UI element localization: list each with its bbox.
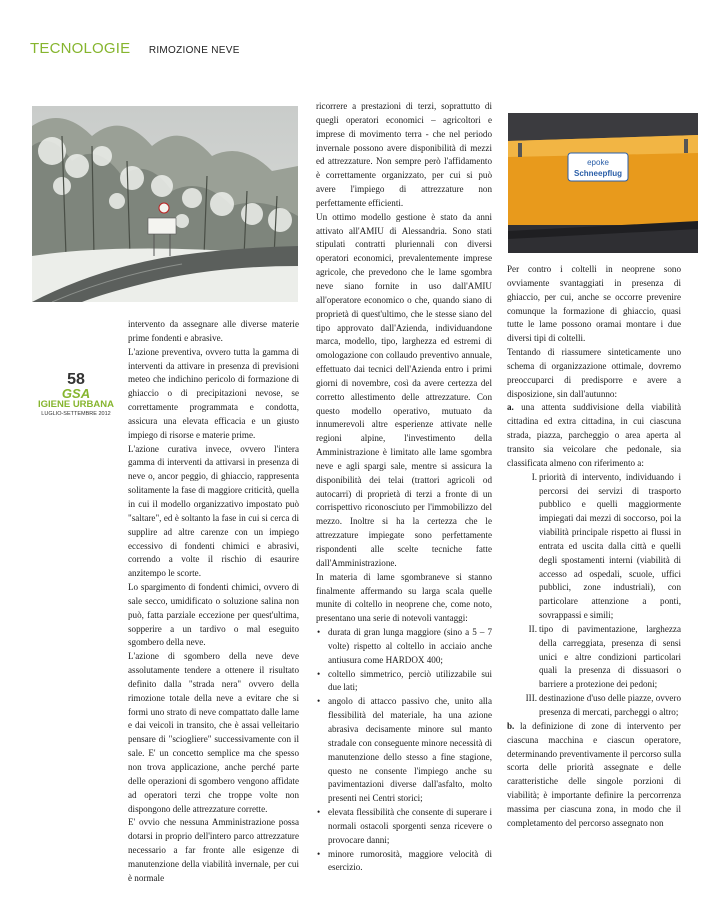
list-item-text: destinazione d'uso delle piazze, ovvero presenza di mercati, parcheggi o altro; bbox=[539, 693, 681, 717]
roman-numeral: III. bbox=[525, 693, 537, 704]
page-header bbox=[30, 40, 240, 58]
paragraph: Per contro i coltelli in neoprene sono ovviamente svantaggiati in presenza di ghiaccio, per cui, anche se occorre prevenire comunque la formazione di ghiaccio, quasi tutte le lame possono oramai montare i due diversi tipi di coltelli. bbox=[507, 264, 681, 344]
classification-list bbox=[507, 471, 681, 720]
roman-numeral: II. bbox=[528, 623, 537, 634]
paragraph: intervento da assegnare alle diverse materie prime fondenti e abrasive. bbox=[128, 319, 299, 343]
snowy-road-photo bbox=[32, 106, 298, 302]
list-item: • coltello simmetrico, perciò utilizzabile sui due lati; bbox=[316, 668, 492, 696]
paragraph: Lo spargimento di fondenti chimici, ovvero di sale secco, umidificato o soluzione salina non può, fatta parziale eccezione per quest'ultima, sopperire a un tardivo o mal eseguito sgombero della neve. bbox=[128, 582, 299, 648]
point-a-label: a. bbox=[507, 402, 514, 413]
section-title: TECNOLOGIE bbox=[30, 40, 131, 57]
list-item bbox=[507, 623, 681, 692]
point-a-text: una attenta suddivisione della viabilità cittadina ed extra cittadina, in cui ciascuna strada, piazza, parcheggio o area aperta al transito sia veicolare che pedonale, sia classificata almeno con riferimento a: bbox=[507, 402, 681, 468]
plow-sign-text: Schneepflug bbox=[573, 169, 623, 178]
paragraph: L'azione curativa invece, ovvero l'intera gamma di interventi da attivarsi in presenza di neve o, ancor peggio, di ghiaccio, rappresenta solitamente la fase di maggiore criticità, quella in cui il modello organizzativo impostato può "saltare", ed è soltanto la fase in cui si cerca di supplire ad altre carenze con un impiego eccessivo di fondenti chimici e abrasivi, correndo a volte il rischio di esaurire anzitempo le scorte. bbox=[128, 443, 299, 579]
advantages-list bbox=[316, 626, 492, 875]
column-3 bbox=[507, 263, 681, 831]
roman-numeral: I. bbox=[531, 471, 537, 482]
paragraph: In materia di lame sgombraneve si stanno finalmente affermando su larga scala quelle munite di coltello in neoprene che, come noto, presentano una serie di notevoli vantaggi: bbox=[316, 571, 492, 624]
point-b-text: la definizione di zone di intervento per ciascuna macchina e ciascun operatore, determinando preventivamente il percorso sulla scorta delle priorità assegnate e delle caratteristiche delle singole porzioni di viabilità; è importante definire la percorrenza massima per ciascuna zona, in modo che il completamento del percorso assegnato non bbox=[507, 720, 681, 828]
list-item: • minore rumorosità, maggiore velocità di esercizio. bbox=[316, 848, 492, 876]
column-1 bbox=[128, 318, 299, 886]
paragraph: E' ovvio che nessuna Amministrazione possa dotarsi in proprio dell'intero parco attrezzature necessario a far fronte alle esigenze di manutenzione della viabilità invernale, per cui è normale bbox=[128, 817, 299, 883]
snowplow-illustration bbox=[508, 113, 698, 253]
paragraph: ricorrere a prestazioni di terzi, soprattutto di quegli operatori economici – agricoltori e imprese di movimento terra - che nel periodo invernale possono avere disponibilità di mezzi ed attrezzature. Non sempre però l'affidamento è correttamente organizzato, per cui si può avere l'impiego di attrezzature non perfettamente efficienti. bbox=[316, 101, 492, 208]
page-number: 58 bbox=[67, 371, 85, 388]
list-item: • durata di gran lunga maggiore (sino a 5 – 7 volte) rispetto al coltello in acciaio anche antiusura come HARDOX 400; bbox=[316, 626, 492, 668]
column-2 bbox=[316, 100, 492, 875]
paragraph: L'azione di sgombero della neve deve assolutamente tendere a ottenere il risultato definito dalla "strada nera" ovvero della rimozione totale della neve a evitare che si formi uno strato di neve compattato dalle lame e dai veicoli in transito, che è assai velleitario pensare di "sciogliere" successivamente con il sale. E' un concetto semplice ma che spesso non trova applicazione, anche perché parte delle operazioni di sgombero vengono affidate ad operatori terzi che troppe volte non dispongono delle attrezzature corrette. bbox=[128, 651, 299, 814]
list-item-text: tipo di pavimentazione, larghezza della carreggiata, presenza di sensi unici e altre condizioni particolari quali la presenza di dissuasori o barriere a protezione dei pedoni; bbox=[539, 623, 681, 690]
page-badge bbox=[30, 372, 122, 418]
paragraph: Un ottimo modello gestione è stato da anni attivato all'AMIU di Alessandria. Sono stati stipulati contratti pluriennali con diversi operatori economici, prevalentemente imprese agricole, che prevedono che le lame sgombra neve siano fornite in uso dall'AMIU all'operatore economico o che, quando siano di proprietà di quest'ultimo, che le stesse siano del tipo approvato dall'Azienda, individuandone marca, modello, tipo, larghezza ed estremi di omologazione con collaudo preventivo annuale, effettuato dai tecnici dell'Azienda entro i primi giorni di novembre, così da avere certezza del corretto allestimento delle attrezzature. Con questo modello operativo, mutuato da innumerevoli altre esperienze attivate nelle regioni alpine, l'investimento della Amministrazione è limitato alle lame sgombra neve e agli spargi sale, mentre si assicura la disponibilità dei telai (trattori agricoli od autocarri) di proprietà di terzi a fronte di un corrispettivo riconosciuto per l'immobilizzo del mezzo. Inoltre si ha la certezza che le attrezzature impiegate sono perfettamente rispondenti alle scelte tecniche fatte dall'Amministrazione. bbox=[316, 211, 492, 568]
list-item: • angolo di attacco passivo che, unito alla flessibilità del materiale, ha una azione abrasiva decisamente minore sul manto stradale con conseguente minore necessità di manutenzione dello stesso a fine stagione, questo ne consente l'impiego anche su pavimentazioni diverse dall'asfalto, molto presenti nei Centri storici; bbox=[316, 695, 492, 806]
list-item bbox=[507, 692, 681, 720]
gsa-logo: GSA bbox=[61, 386, 91, 401]
point-b-label: b. bbox=[507, 720, 515, 731]
snowplow-blade-photo bbox=[508, 113, 698, 253]
list-item: • elevata flessibilità che consente di superare i normali ostacoli sporgenti senza ricevere o provocare danni; bbox=[316, 806, 492, 848]
list-item bbox=[507, 471, 681, 623]
magazine-name: IGIENE URBANA bbox=[37, 399, 114, 410]
paragraph: Tentando di riassumere sinteticamente uno schema di organizzazione ottimale, dovremo preoccuparci di predisporre e avere a disposizione, sin dall'autunno: bbox=[507, 347, 681, 399]
point-b bbox=[507, 720, 681, 831]
issue-date: LUGLIO-SETTEMBRE 2012 bbox=[41, 411, 111, 417]
snowy-road-illustration bbox=[32, 106, 298, 302]
list-item-text: priorità di intervento, individuando i percorsi dei servizi di trasporto pubblico e quelli maggiormente impiegati dai mezzi di soccorso, poi la viabilità principale rispetto ai flussi in entrata ed uscita dalla città e quelli degli spostamenti interni (viabilità di accesso ad ospedali, scuole, uffici pubblici, zone industriali), con particolare attenzione a ponti, sovrappassi e simili; bbox=[539, 471, 681, 621]
paragraph: L'azione preventiva, ovvero tutta la gamma di interventi da attivare in presenza di previsioni meteo che indichino pericolo di formazione di ghiaccio o di precipitazioni nevose, se correttamente programmata e condotta, assicura una elevata efficacia e un giusto impiego di risorse e materie prime. bbox=[128, 346, 299, 440]
point-a bbox=[507, 401, 681, 470]
section-subtitle: RIMOZIONE NEVE bbox=[148, 45, 240, 56]
plow-brand-text: epoke bbox=[587, 158, 609, 167]
